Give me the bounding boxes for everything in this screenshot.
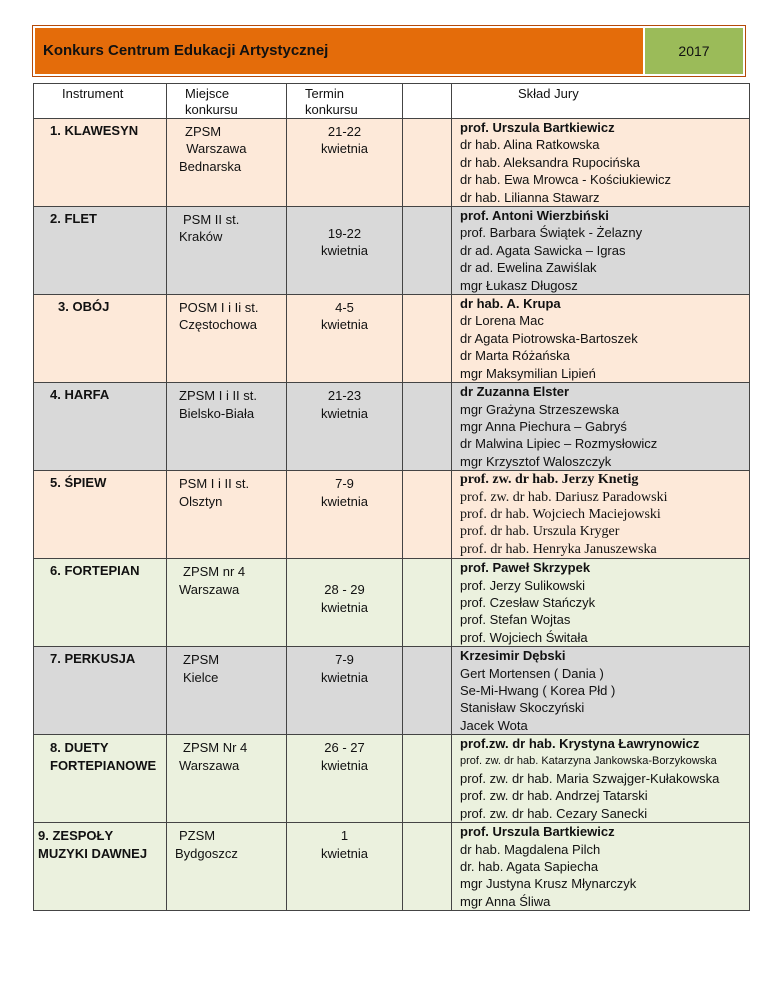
term-cell: 26 - 27 kwietnia	[287, 735, 403, 823]
jury-cell: prof.zw. dr hab. Krystyna Ławrynowicz prof. zw. dr hab. Katarzyna Jankowska-Borzykowska prof. zw. dr hab. Maria Szwajger-Kułakowska prof. zw. dr hab. Andrzej Tatarski prof. zw. dr hab. Cezary Sanecki	[452, 735, 750, 823]
term-cell: 7-9 kwietnia	[287, 647, 403, 735]
place-cell: ZPSM Kielce	[167, 647, 287, 735]
spacer-cell	[403, 647, 452, 735]
jury-cell: dr hab. A. Krupa dr Lorena Mac dr Agata Piotrowska-Bartoszek dr Marta Różańska mgr Maksymilian Lipień	[452, 295, 750, 383]
jury-cell: Krzesimir Dębski Gert Mortensen ( Dania ) Se-Mi-Hwang ( Korea Płd ) Stanisław Skoczyński Jacek Wota	[452, 647, 750, 735]
instrument-cell: 1. KLAWESYN	[34, 119, 167, 207]
table-row	[34, 647, 750, 735]
header-instrument: Instrument	[34, 84, 167, 119]
competition-table	[33, 83, 750, 911]
place-cell: ZPSM Warszawa Bednarska	[167, 119, 287, 207]
place-cell: PSM I i II st. Olsztyn	[167, 471, 287, 559]
place-cell: PZSM Bydgoszcz	[167, 823, 287, 911]
document-title: Konkurs Centrum Edukacji Artystycznej	[35, 28, 643, 74]
instrument-cell: 8. DUETY FORTEPIANOWE	[34, 735, 167, 823]
instrument-cell: 3. OBÓJ	[34, 295, 167, 383]
table-row	[34, 471, 750, 559]
document-header	[32, 25, 746, 77]
term-cell: 28 - 29 kwietnia	[287, 559, 403, 647]
instrument-cell: 2. FLET	[34, 207, 167, 295]
instrument-cell: 9. ZESPOŁY MUZYKI DAWNEJ	[34, 823, 167, 911]
instrument-cell: 7. PERKUSJA	[34, 647, 167, 735]
spacer-cell	[403, 207, 452, 295]
jury-cell: dr Zuzanna Elster mgr Grażyna Strzeszewska mgr Anna Piechura – Gabryś dr Malwina Lipiec – Rozmysłowicz mgr Krzysztof Waloszczyk	[452, 383, 750, 471]
header-spacer	[403, 84, 452, 119]
term-cell: 19-22 kwietnia	[287, 207, 403, 295]
jury-cell: prof. zw. dr hab. Jerzy Knetig prof. zw. dr hab. Dariusz Paradowski prof. dr hab. Wojciech Maciejowski prof. dr hab. Urszula Kryger prof. dr hab. Henryka Januszewska	[452, 471, 750, 559]
jury-cell: prof. Paweł Skrzypek prof. Jerzy Sulikowski prof. Czesław Stańczyk prof. Stefan Wojtas prof. Wojciech Świtała	[452, 559, 750, 647]
place-cell: POSM I i Ii st. Częstochowa	[167, 295, 287, 383]
spacer-cell	[403, 735, 452, 823]
place-cell: ZPSM Nr 4 Warszawa	[167, 735, 287, 823]
jury-cell: prof. Antoni Wierzbiński prof. Barbara Świątek - Żelazny dr ad. Agata Sawicka – Igras dr ad. Ewelina Zawiślak mgr Łukasz Długosz	[452, 207, 750, 295]
table-row	[34, 823, 750, 911]
document-year: 2017	[645, 28, 743, 74]
header-place: Miejsce konkursu	[167, 84, 287, 119]
place-cell: ZPSM nr 4 Warszawa	[167, 559, 287, 647]
place-cell: PSM II st. Kraków	[167, 207, 287, 295]
term-cell: 7-9 kwietnia	[287, 471, 403, 559]
jury-cell: prof. Urszula Bartkiewicz dr hab. Magdalena Pilch dr. hab. Agata Sapiecha mgr Justyna Krusz Młynarczyk mgr Anna Śliwa	[452, 823, 750, 911]
spacer-cell	[403, 383, 452, 471]
spacer-cell	[403, 823, 452, 911]
term-cell: 4-5 kwietnia	[287, 295, 403, 383]
header-term: Termin konkursu	[287, 84, 403, 119]
term-cell: 1 kwietnia	[287, 823, 403, 911]
table-row	[34, 383, 750, 471]
spacer-cell	[403, 119, 452, 207]
table-row	[34, 295, 750, 383]
instrument-cell: 5. ŚPIEW	[34, 471, 167, 559]
term-cell: 21-22 kwietnia	[287, 119, 403, 207]
table-row	[34, 207, 750, 295]
instrument-cell: 4. HARFA	[34, 383, 167, 471]
place-cell: ZPSM I i II st. Bielsko-Biała	[167, 383, 287, 471]
table-row	[34, 559, 750, 647]
spacer-cell	[403, 471, 452, 559]
instrument-cell: 6. FORTEPIAN	[34, 559, 167, 647]
table-row	[34, 119, 750, 207]
header-jury: Skład Jury	[452, 84, 750, 119]
table-header-row	[34, 84, 750, 119]
spacer-cell	[403, 559, 452, 647]
jury-cell: prof. Urszula Bartkiewicz dr hab. Alina Ratkowska dr hab. Aleksandra Rupocińska dr hab. Ewa Mrowca - Kościukiewicz dr hab. Lilianna Stawarz	[452, 119, 750, 207]
table-row	[34, 735, 750, 823]
term-cell: 21-23 kwietnia	[287, 383, 403, 471]
spacer-cell	[403, 295, 452, 383]
